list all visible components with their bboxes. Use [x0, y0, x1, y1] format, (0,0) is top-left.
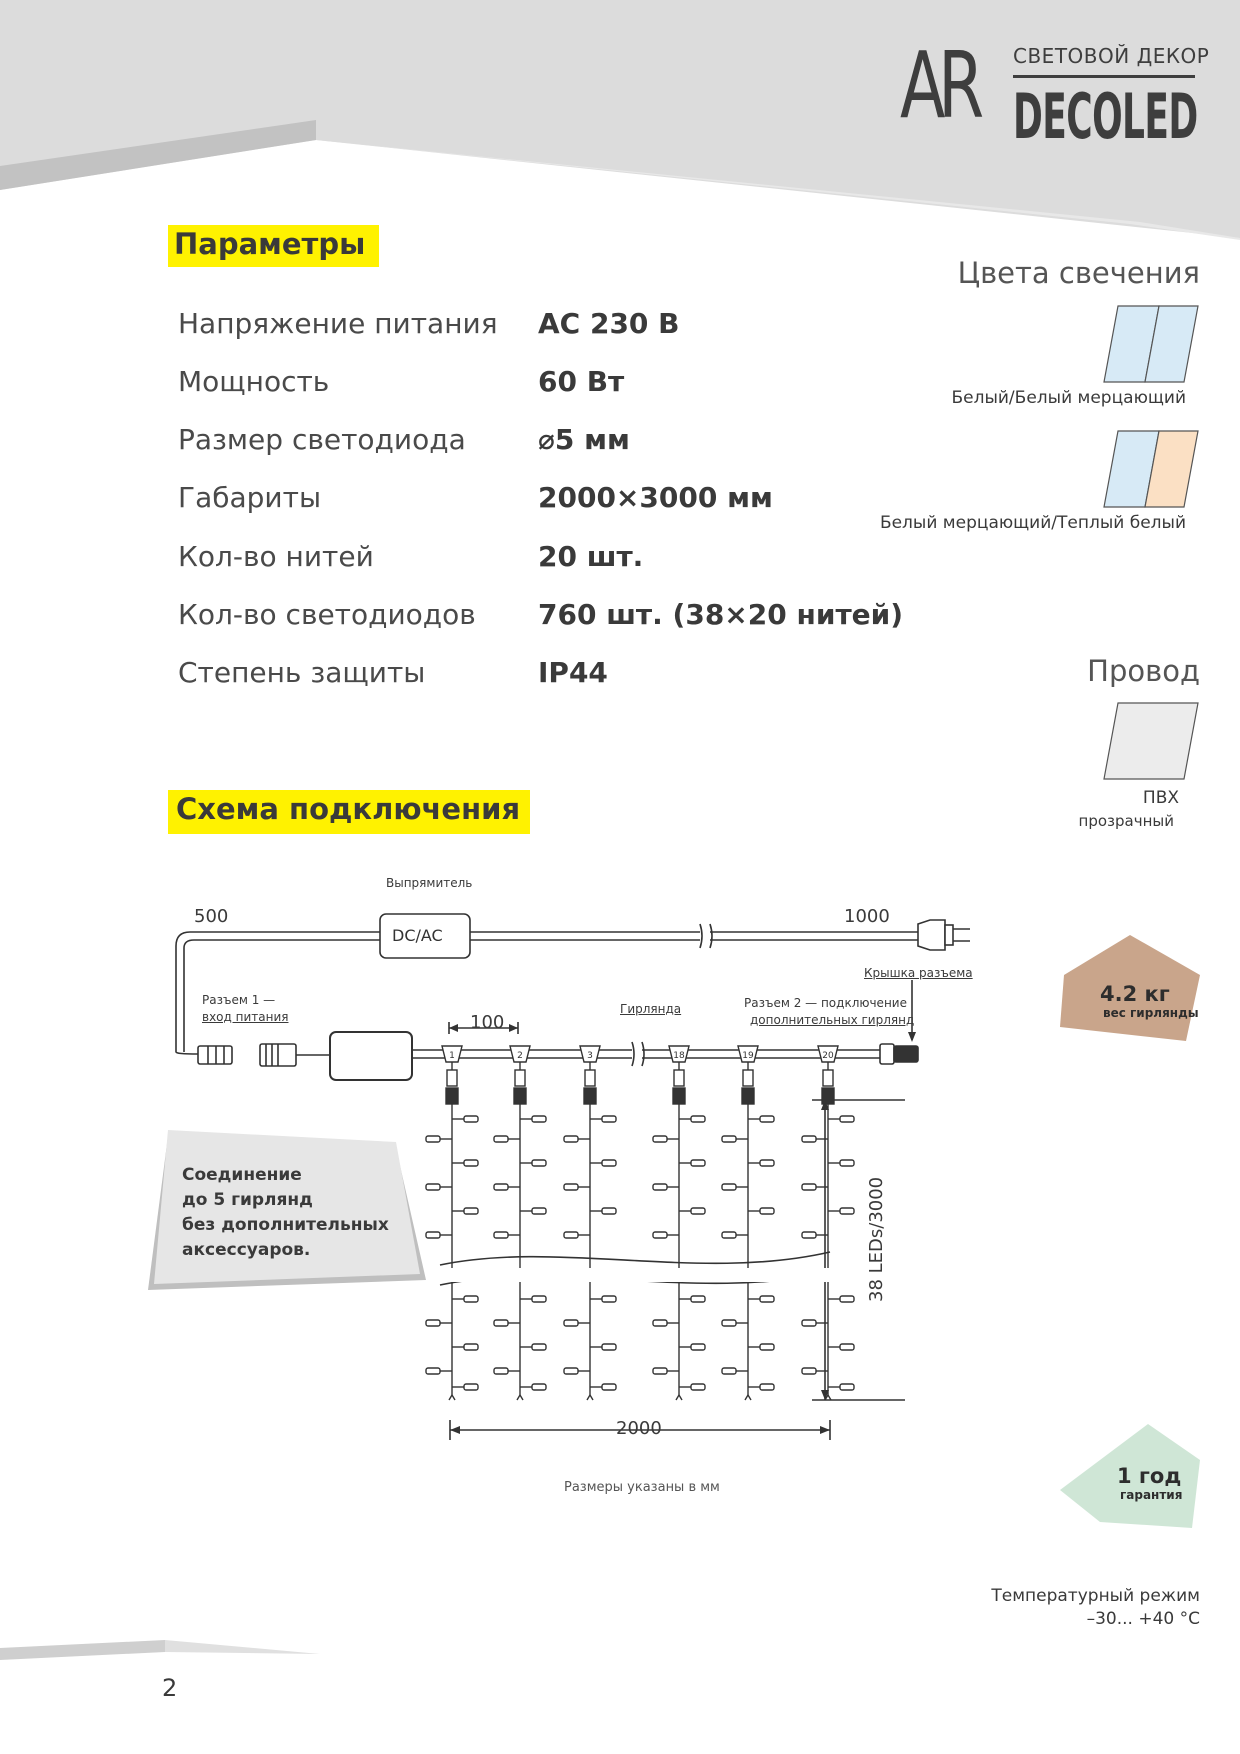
dim-1000: 1000: [844, 906, 890, 927]
led: [532, 1160, 546, 1166]
weight-caption: вес гирлянды: [1103, 1006, 1199, 1020]
weight-value: 4.2 кг: [1100, 982, 1170, 1006]
led: [464, 1208, 478, 1214]
led: [532, 1384, 546, 1390]
strand-plug: [515, 1070, 525, 1086]
led: [691, 1116, 705, 1122]
strand-number: 1: [449, 1051, 455, 1061]
led: [653, 1320, 667, 1326]
wire-type: прозрачный: [1078, 812, 1174, 830]
param-label: Кол-во нитей: [178, 540, 374, 573]
led: [494, 1136, 508, 1142]
led: [426, 1136, 440, 1142]
strand-number: 3: [587, 1051, 593, 1061]
strand-plug-base: [822, 1088, 834, 1104]
led: [602, 1296, 616, 1302]
led: [602, 1344, 616, 1350]
led: [802, 1232, 816, 1238]
color-caption: Белый мерцающий/Теплый белый: [879, 513, 1186, 533]
led: [722, 1232, 736, 1238]
strand-number: 19: [742, 1051, 754, 1061]
led: [494, 1232, 508, 1238]
strand-plug: [447, 1070, 457, 1086]
led: [426, 1368, 440, 1374]
param-value: IP44: [538, 656, 608, 689]
param-value: 2000×3000 мм: [538, 481, 773, 514]
led: [494, 1320, 508, 1326]
colors-title: Цвета свечения: [957, 256, 1200, 290]
logo-brand: DECOLED: [1013, 80, 1198, 153]
strand-number: 2: [517, 1051, 523, 1061]
led: [802, 1184, 816, 1190]
led: [426, 1232, 440, 1238]
led: [840, 1208, 854, 1214]
led: [722, 1320, 736, 1326]
led: [464, 1344, 478, 1350]
strand-plug-base: [673, 1088, 685, 1104]
led: [564, 1368, 578, 1374]
led: [691, 1160, 705, 1166]
led: [464, 1160, 478, 1166]
param-label: Габариты: [178, 481, 322, 514]
led: [691, 1296, 705, 1302]
param-label: Мощность: [178, 365, 330, 398]
scheme-heading: Схема подключения: [168, 790, 530, 834]
callout-text: Соединение до 5 гирлянд без дополнительных аксессуаров.: [182, 1165, 389, 1260]
led: [532, 1116, 546, 1122]
led: [840, 1344, 854, 1350]
wire-title: Провод: [1087, 654, 1200, 688]
led: [653, 1232, 667, 1238]
page-number: 2: [162, 1674, 178, 1702]
strand-plug: [743, 1070, 753, 1086]
param-label: Напряжение питания: [178, 307, 498, 340]
garland-label: Гирлянда: [620, 1002, 682, 1016]
led: [840, 1296, 854, 1302]
strand-plug: [674, 1070, 684, 1086]
strand-plug-base: [584, 1088, 596, 1104]
wire-material: ПВХ: [1142, 788, 1179, 808]
led: [464, 1116, 478, 1122]
logo-tagline: СВЕТОВОЙ ДЕКОР: [1013, 44, 1210, 68]
params-heading: Параметры: [168, 225, 379, 267]
led: [840, 1116, 854, 1122]
color-swatch-warm: [1100, 429, 1200, 509]
units-note: Размеры указаны в мм: [564, 1480, 720, 1495]
strand-number: 20: [822, 1051, 834, 1061]
strand-plug: [823, 1070, 833, 1086]
strand-end: [517, 1395, 523, 1400]
led: [760, 1344, 774, 1350]
led: [564, 1320, 578, 1326]
led: [760, 1384, 774, 1390]
led: [602, 1208, 616, 1214]
led: [653, 1368, 667, 1374]
param-label: Размер светодиода: [178, 423, 466, 456]
led: [802, 1320, 816, 1326]
strand-end: [449, 1395, 455, 1400]
led: [464, 1296, 478, 1302]
dcac-label: DC/AC: [392, 926, 443, 945]
led: [840, 1384, 854, 1390]
led: [802, 1136, 816, 1142]
led: [691, 1384, 705, 1390]
led: [426, 1320, 440, 1326]
connector2-label-line1: Разъем 2 — подключение: [744, 996, 907, 1010]
strand-plug-base: [742, 1088, 754, 1104]
param-value: 20 шт.: [538, 540, 644, 573]
led: [760, 1296, 774, 1302]
led: [564, 1232, 578, 1238]
strand-plug: [585, 1070, 595, 1086]
color-swatch-white: [1100, 304, 1200, 384]
logo-divider: [1013, 75, 1195, 78]
connector1-label-line1: Разъем 1 —: [202, 993, 276, 1007]
led: [532, 1296, 546, 1302]
warranty-value: 1 год: [1117, 1464, 1182, 1488]
led: [602, 1160, 616, 1166]
led: [494, 1184, 508, 1190]
led: [602, 1116, 616, 1122]
led: [494, 1368, 508, 1374]
dim-2000: 2000: [616, 1418, 662, 1439]
footer-decoration: [0, 1630, 340, 1670]
temperature-label: Температурный режим: [991, 1586, 1200, 1606]
strand-plug-base: [446, 1088, 458, 1104]
wire-swatch: [1100, 701, 1200, 781]
led: [722, 1368, 736, 1374]
led: [691, 1208, 705, 1214]
temperature-range: –30... +40 °С: [1086, 1609, 1200, 1629]
connector2-label-line2: дополнительных гирлянд: [750, 1013, 915, 1027]
dim-100: 100: [470, 1012, 505, 1033]
strand-end: [745, 1395, 751, 1400]
strand-end: [587, 1395, 593, 1400]
led: [602, 1384, 616, 1390]
led: [653, 1136, 667, 1142]
led: [760, 1116, 774, 1122]
param-value: ⌀5 мм: [538, 423, 630, 456]
connector1-label-line2: вход питания: [202, 1010, 289, 1024]
led: [464, 1384, 478, 1390]
led: [532, 1208, 546, 1214]
param-label: Степень защиты: [178, 656, 426, 689]
led: [760, 1160, 774, 1166]
led: [426, 1184, 440, 1190]
param-value: АС 230 В: [538, 307, 680, 340]
led: [564, 1184, 578, 1190]
param-label: Кол-во светодиодов: [178, 598, 476, 631]
led: [564, 1136, 578, 1142]
param-value: 760 шт. (38×20 нитей): [538, 598, 904, 631]
led: [653, 1184, 667, 1190]
cap-label: Крышка разъема: [864, 966, 973, 980]
dim-height: 38 LEDs/3000: [866, 1176, 887, 1302]
led: [532, 1344, 546, 1350]
led: [722, 1136, 736, 1142]
strand-end: [676, 1395, 682, 1400]
logo-ar: AR: [900, 32, 977, 139]
strand-number: 18: [673, 1051, 685, 1061]
strand-plug-base: [514, 1088, 526, 1104]
dim-500: 500: [194, 906, 229, 927]
param-value: 60 Вт: [538, 365, 625, 398]
led: [840, 1160, 854, 1166]
rectifier-label: Выпрямитель: [386, 876, 473, 890]
warranty-caption: гарантия: [1120, 1488, 1183, 1502]
led: [691, 1344, 705, 1350]
color-caption: Белый/Белый мерцающий: [951, 388, 1186, 408]
led: [760, 1208, 774, 1214]
led: [802, 1368, 816, 1374]
led: [722, 1184, 736, 1190]
